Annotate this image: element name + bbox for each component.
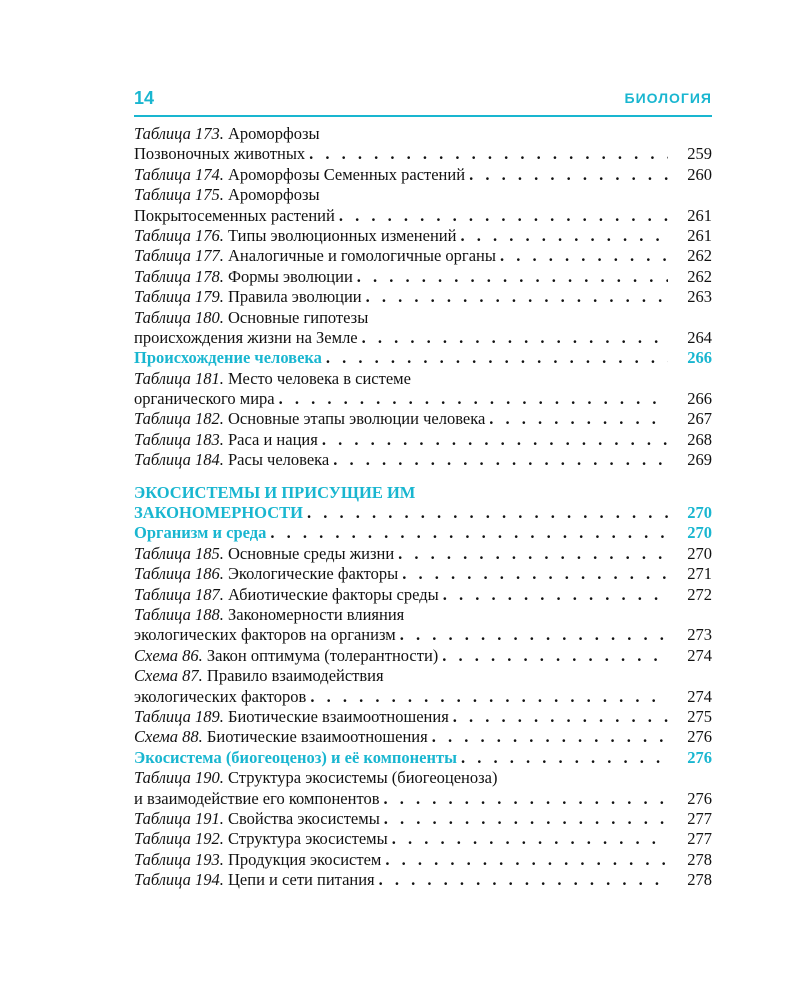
dot-leader	[461, 748, 668, 768]
toc-entry-label	[134, 625, 396, 645]
dot-leader	[402, 564, 668, 584]
toc-entry-label	[134, 185, 320, 205]
toc-entry-title: Покрытосеменных растений	[134, 205, 335, 225]
toc-page-number: 272	[687, 584, 712, 604]
dot-leader	[309, 144, 668, 164]
toc-page-number: 267	[687, 409, 712, 429]
dot-leader	[384, 809, 668, 829]
toc-page-number: 271	[687, 564, 712, 584]
toc-entry-label	[134, 246, 496, 266]
dot-leader	[322, 430, 668, 450]
toc-entry[interactable]	[134, 646, 712, 666]
toc-page-number: 278	[687, 849, 712, 869]
toc-entry-title: Биотические взаимоотношения	[202, 727, 428, 747]
toc-entry-title: Организм и среда	[134, 523, 267, 543]
dot-leader	[307, 503, 668, 523]
toc-entry-title: Абиотические факторы среды	[223, 584, 439, 604]
toc-entry-label	[134, 409, 485, 429]
toc-entry-title: Закон оптимума (толерантности)	[202, 645, 439, 665]
dot-leader	[339, 206, 668, 226]
toc-entry-label	[134, 809, 380, 829]
toc-entry-number: Таблица 188.	[134, 604, 224, 624]
toc-entry-label	[134, 789, 380, 809]
dot-leader	[460, 226, 668, 246]
toc-entry-title: Правила эволюции	[223, 287, 362, 307]
dot-leader	[398, 544, 668, 564]
toc-entry-label	[134, 523, 266, 543]
toc-entry-label	[134, 727, 428, 747]
toc-entry-label	[134, 226, 456, 246]
toc-page-number: 266	[687, 348, 712, 368]
toc-entry-label	[134, 748, 457, 768]
toc-entry[interactable]	[134, 328, 712, 348]
toc-entry[interactable]	[134, 124, 712, 144]
toc-entry-number: Таблица 193.	[134, 849, 224, 869]
toc-entry-label	[134, 646, 438, 666]
toc-entry-label	[134, 348, 322, 368]
toc-entry-title: Позвоночных животных	[134, 144, 306, 164]
toc-entry-title: экологических факторов на организм	[134, 625, 396, 645]
toc-entry-title: происхождения жизни на Земле	[134, 327, 358, 347]
toc-page-number: 269	[687, 450, 712, 470]
dot-leader	[469, 165, 668, 185]
toc-entry-title: Свойства экосистемы	[223, 808, 380, 828]
toc-entry-number: Таблица 175.	[134, 185, 224, 205]
toc-entry-label	[134, 768, 497, 788]
toc-entry[interactable]	[134, 144, 712, 164]
toc-section-heading[interactable]	[134, 503, 712, 523]
toc-entry-title: Аналогичные и гомологичные органы	[223, 246, 496, 266]
toc-entry-label	[134, 308, 368, 328]
dot-leader	[453, 707, 668, 727]
toc-entry[interactable]	[134, 870, 712, 890]
toc-entry-label	[134, 870, 375, 890]
toc-entry-title: Раса и нация	[223, 429, 318, 449]
toc-entry-number: Таблица 186.	[134, 564, 224, 584]
section-gap	[134, 471, 712, 483]
toc-entry-title: Цепи и сети питания	[223, 870, 375, 890]
toc-entry-title: Место человека в системе	[223, 368, 411, 388]
toc-entry-label	[134, 564, 398, 584]
toc-section-heading[interactable]	[134, 523, 712, 543]
dot-leader	[443, 585, 668, 605]
toc-entry-number: Таблица 184.	[134, 450, 224, 470]
table-of-contents	[134, 124, 712, 890]
toc-entry-label	[134, 687, 306, 707]
dot-leader	[357, 267, 668, 287]
toc-entry[interactable]	[134, 246, 712, 266]
dot-leader	[333, 450, 668, 470]
toc-entry-number: Таблица 194.	[134, 870, 224, 890]
toc-page-number: 276	[687, 747, 712, 767]
toc-entry-title: ЭКОСИСТЕМЫ И ПРИСУЩИЕ ИМ	[134, 482, 416, 502]
toc-page-number: 270	[687, 503, 712, 523]
toc-entry-label	[134, 829, 388, 849]
toc-entry[interactable]	[134, 450, 712, 470]
toc-entry-number: Таблица 181.	[134, 368, 224, 388]
toc-page-number: 278	[687, 870, 712, 890]
dot-leader	[366, 287, 668, 307]
toc-entry-number: Таблица 185.	[134, 543, 224, 563]
page-header	[134, 88, 712, 114]
toc-entry-title: Основные гипотезы	[223, 307, 369, 327]
dot-leader	[385, 850, 668, 870]
toc-page-number: 259	[687, 144, 712, 164]
toc-entry-title: Ароморфозы Семенных растений	[223, 164, 466, 184]
toc-entry-label	[134, 165, 465, 185]
toc-entry-number: Таблица 176.	[134, 225, 224, 245]
header-rule	[134, 115, 712, 117]
toc-entry-title: Происхождение человека	[134, 348, 322, 368]
toc-entry-title: Биотические взаимоотношения	[223, 706, 449, 726]
toc-page-number: 274	[687, 686, 712, 706]
toc-entry-number: Таблица 191.	[134, 808, 224, 828]
toc-entry-number: Таблица 190.	[134, 768, 224, 788]
toc-entry-title: органического мира	[134, 389, 275, 409]
dot-leader	[392, 829, 668, 849]
toc-entry[interactable]	[134, 666, 712, 686]
toc-section-heading[interactable]	[134, 348, 712, 368]
toc-page-number: 264	[687, 327, 712, 347]
toc-page-number: 263	[687, 287, 712, 307]
toc-entry-title: Экологические факторы	[223, 564, 399, 584]
toc-entry-title: Закономерности влияния	[223, 604, 405, 624]
toc-entry-label	[134, 124, 320, 144]
toc-entry-number: Схема 87.	[134, 666, 203, 686]
toc-entry-title: Расы человека	[223, 450, 330, 470]
toc-entry[interactable]	[134, 165, 712, 185]
toc-entry-number: Таблица 173.	[134, 124, 224, 143]
toc-entry-label	[134, 605, 404, 625]
toc-page-number: 270	[687, 543, 712, 563]
toc-page-number: 268	[687, 429, 712, 449]
toc-entry-title: Правило взаимодействия	[202, 666, 384, 686]
toc-entry-label	[134, 206, 335, 226]
toc-page-number: 262	[687, 266, 712, 286]
dot-leader	[384, 789, 669, 809]
toc-entry-title: Ароморфозы	[223, 185, 320, 205]
toc-entry-number: Таблица 182.	[134, 409, 224, 429]
toc-page-number: 266	[687, 389, 712, 409]
toc-page-number: 270	[687, 523, 712, 543]
toc-entry[interactable]	[134, 625, 712, 645]
toc-entry[interactable]	[134, 206, 712, 226]
toc-entry-title: и взаимодействие его компонентов	[134, 788, 380, 808]
toc-entry-title: ЗАКОНОМЕРНОСТИ	[134, 503, 303, 523]
toc-entry[interactable]	[134, 564, 712, 584]
toc-page-number: 276	[687, 727, 712, 747]
toc-page-number: 277	[687, 829, 712, 849]
toc-page-number: 274	[687, 645, 712, 665]
toc-page-number: 275	[687, 706, 712, 726]
toc-entry-label	[134, 544, 394, 564]
toc-entry-label	[134, 287, 362, 307]
toc-entry-number: Таблица 183.	[134, 429, 224, 449]
toc-entry-title: Структура экосистемы	[223, 829, 388, 849]
toc-entry-number: Таблица 178.	[134, 266, 224, 286]
toc-page-number: 277	[687, 808, 712, 828]
toc-entry[interactable]	[134, 809, 712, 829]
toc-entry-label	[134, 707, 449, 727]
toc-page-number: 261	[687, 205, 712, 225]
toc-entry-label	[134, 430, 318, 450]
toc-entry-number: Таблица 177.	[134, 246, 224, 266]
dot-leader	[379, 870, 668, 890]
toc-entry[interactable]	[134, 389, 712, 409]
toc-entry[interactable]	[134, 544, 712, 564]
toc-entry-number: Таблица 174.	[134, 164, 224, 184]
toc-entry-number: Таблица 180.	[134, 307, 224, 327]
toc-entry-label	[134, 585, 439, 605]
toc-entry[interactable]	[134, 707, 712, 727]
toc-entry[interactable]	[134, 430, 712, 450]
toc-entry[interactable]	[134, 185, 712, 205]
toc-entry-number: Таблица 179.	[134, 287, 224, 307]
toc-entry-number: Таблица 192.	[134, 829, 224, 849]
dot-leader	[310, 687, 668, 707]
toc-entry-label	[134, 666, 384, 686]
toc-entry-title: Основные среды жизни	[223, 543, 395, 563]
toc-entry[interactable]	[134, 829, 712, 849]
subject-title: БИОЛОГИЯ	[624, 90, 712, 106]
toc-entry-label	[134, 503, 303, 523]
dot-leader	[500, 246, 668, 266]
dot-leader	[400, 625, 668, 645]
toc-entry[interactable]	[134, 308, 712, 328]
toc-entry[interactable]	[134, 605, 712, 625]
dot-leader	[362, 328, 668, 348]
toc-section-heading[interactable]	[134, 748, 712, 768]
toc-section-heading[interactable]	[134, 483, 712, 503]
toc-entry-label	[134, 450, 329, 470]
toc-entry[interactable]	[134, 226, 712, 246]
toc-entry-title: Структура экосистемы (биогеоценоза)	[223, 768, 498, 788]
toc-entry-title: экологических факторов	[134, 686, 307, 706]
dot-leader	[326, 348, 668, 368]
toc-entry-number: Схема 88.	[134, 727, 203, 747]
toc-entry[interactable]	[134, 409, 712, 429]
dot-leader	[432, 727, 668, 747]
toc-entry[interactable]	[134, 585, 712, 605]
toc-entry-label	[134, 850, 381, 870]
page-number: 14	[134, 88, 155, 108]
dot-leader	[489, 409, 668, 429]
toc-entry[interactable]	[134, 369, 712, 389]
dot-leader	[279, 389, 668, 409]
toc-entry[interactable]	[134, 687, 712, 707]
toc-entry-number: Таблица 187.	[134, 584, 224, 604]
toc-entry[interactable]	[134, 850, 712, 870]
toc-entry[interactable]	[134, 789, 712, 809]
toc-entry-title: Основные этапы эволюции человека	[223, 409, 486, 429]
toc-entry-label	[134, 389, 275, 409]
toc-entry-label	[134, 144, 305, 164]
toc-entry-title: Экосистема (биогеоценоз) и её компоненты	[134, 747, 457, 767]
dot-leader	[442, 646, 668, 666]
toc-page-number: 261	[687, 225, 712, 245]
toc-page-number: 260	[687, 164, 712, 184]
toc-page-number: 262	[687, 246, 712, 266]
dot-leader	[270, 523, 668, 543]
toc-entry[interactable]	[134, 727, 712, 747]
toc-entry-label	[134, 369, 411, 389]
toc-entry[interactable]	[134, 267, 712, 287]
toc-entry-number: Схема 86.	[134, 645, 203, 665]
toc-entry-title: Типы эволюционных изменений	[223, 225, 457, 245]
toc-entry[interactable]	[134, 287, 712, 307]
toc-entry-title: Ароморфозы	[223, 124, 320, 143]
toc-entry-title: Формы эволюции	[223, 266, 353, 286]
toc-entry[interactable]	[134, 768, 712, 788]
toc-entry-title: Продукция экосистем	[223, 849, 382, 869]
toc-page-number: 273	[687, 625, 712, 645]
toc-entry-label	[134, 483, 415, 503]
toc-entry-label	[134, 328, 358, 348]
toc-page-number: 276	[687, 788, 712, 808]
toc-entry-number: Таблица 189.	[134, 706, 224, 726]
toc-entry-label	[134, 267, 353, 287]
